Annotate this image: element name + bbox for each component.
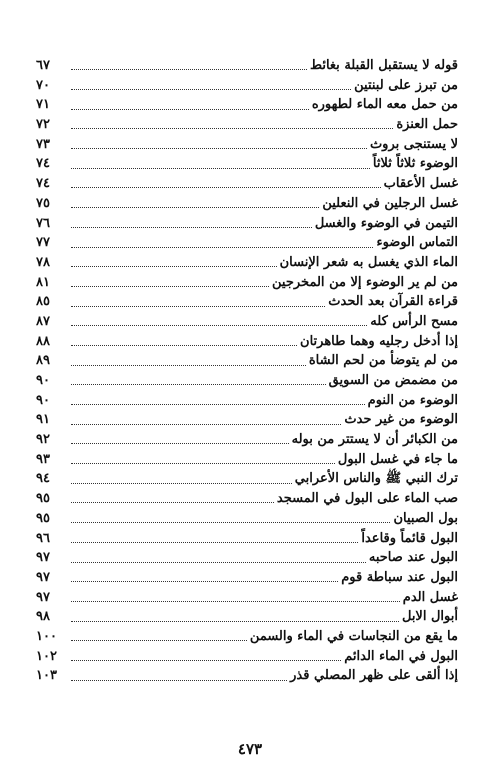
toc-entry [36, 627, 458, 647]
toc-entry [36, 548, 458, 568]
dot-leader [71, 621, 399, 622]
toc-entry [36, 607, 458, 627]
toc-entry [36, 312, 458, 332]
entry-page-number: ٧٢ [36, 117, 50, 133]
toc-entry [36, 154, 458, 174]
toc-entry [36, 273, 458, 293]
entry-page-number: ٩٦ [36, 530, 50, 546]
toc-entry [36, 391, 458, 411]
entry-page-number: ٧٤ [36, 156, 50, 172]
toc-entry [36, 351, 458, 371]
dot-leader [71, 227, 312, 228]
dot-leader [71, 384, 326, 385]
dot-leader [71, 562, 366, 563]
entry-page-number: ٩١ [36, 412, 50, 428]
entry-title: الماء الذي يغسل به شعر الإنسان [279, 254, 458, 270]
dot-leader [71, 483, 292, 484]
entry-page-number: ٦٧ [36, 58, 50, 73]
toc-entry [36, 410, 458, 430]
entry-page-number: ٩٣ [36, 451, 50, 467]
toc-entry [36, 214, 458, 234]
entry-page-number: ٧٧ [36, 235, 50, 251]
dot-leader [71, 148, 367, 149]
entry-page-number: ٩٨ [36, 609, 50, 625]
entry-page-number: ٩٧ [36, 550, 50, 566]
dot-leader [71, 581, 338, 582]
toc-entry [36, 253, 458, 273]
entry-page-number: ٩٥ [36, 510, 50, 526]
entry-title: من الكبائر أن لا يستتر من بوله [291, 432, 458, 448]
dot-leader [71, 680, 287, 681]
entry-title: من مضمض من السويق [328, 373, 458, 388]
toc-entry [36, 174, 458, 194]
entry-title: أبوال الابل [401, 609, 458, 625]
entry-title: الوضوء من النوم [367, 392, 458, 408]
toc-entry [36, 292, 458, 312]
entry-page-number: ٩٠ [36, 373, 50, 388]
entry-title: قراءة القرآن بعد الحدث [328, 294, 458, 310]
entry-page-number: ٩٧ [36, 589, 50, 605]
entry-title: غسل الأعقاب [383, 176, 458, 192]
entry-title: ترك النبي ﷺ والناس الأعرابي [294, 471, 458, 487]
entry-title: ما يقع من النجاسات في الماء والسمن [249, 628, 458, 644]
toc-entry [36, 568, 458, 588]
dot-leader [71, 463, 335, 464]
entry-title: إذا ألقى على ظهر المصلي قذر [290, 668, 458, 684]
toc-entry [36, 588, 458, 608]
entry-page-number: ١٠٢ [36, 648, 57, 664]
entry-page-number: ٩٥ [36, 491, 50, 507]
dot-leader [71, 128, 393, 129]
entry-title: إذا أدخل رجليه وهما طاهرتان [300, 333, 458, 349]
page-number: ٤٧٣ [237, 740, 263, 758]
entry-title: صب الماء على البول في المسجد [276, 491, 458, 507]
dot-leader [71, 306, 325, 307]
entry-page-number: ٧٣ [36, 136, 50, 152]
dot-leader [71, 542, 358, 543]
entry-page-number: ١٠٣ [36, 668, 57, 684]
toc-entry [36, 509, 458, 529]
dot-leader [71, 168, 370, 169]
entry-page-number: ٩٢ [36, 432, 50, 448]
entry-title: البول في الماء الدائم [344, 648, 458, 664]
entry-title: البول عند سباطة قوم [341, 569, 458, 585]
entry-title: بول الصبيان [393, 510, 458, 526]
dot-leader [71, 522, 390, 523]
entry-page-number: ٧٨ [36, 254, 50, 270]
toc-entry [36, 647, 458, 667]
entry-page-number: ٨٥ [36, 294, 50, 310]
toc-entry [36, 469, 458, 489]
entry-page-number: ٧٥ [36, 195, 50, 211]
toc-entry [36, 115, 458, 135]
entry-page-number: ٩٠ [36, 392, 50, 408]
entry-title: من تبرز على لبنتين [354, 77, 458, 93]
dot-leader [71, 266, 277, 267]
dot-leader [71, 365, 306, 366]
dot-leader [71, 187, 381, 188]
dot-leader [71, 69, 307, 70]
entry-page-number: ٧٠ [36, 77, 50, 93]
dot-leader [71, 443, 289, 444]
entry-page-number: ٨٧ [36, 313, 50, 329]
toc-entry [36, 332, 458, 352]
toc-entry [36, 666, 458, 686]
entry-title: من حمل معه الماء لطهوره [311, 97, 458, 113]
dot-leader [71, 286, 269, 287]
entry-title: غسل الرجلين في النعلين [322, 195, 458, 211]
dot-leader [71, 424, 341, 425]
dot-leader [71, 89, 351, 90]
entry-title: التماس الوضوء [376, 235, 458, 251]
dot-leader [71, 109, 309, 110]
entry-title: الوضوء ثلاثاً ثلاثاً [372, 156, 458, 172]
dot-leader [71, 404, 365, 405]
entry-title: من لم يتوضأ من لحم الشاة [308, 353, 458, 369]
entry-page-number: ٨١ [36, 274, 50, 290]
entry-title: قوله لا يستقبل القبلة بغائط [309, 58, 458, 73]
dot-leader [71, 345, 297, 346]
entry-page-number: ٧٤ [36, 176, 50, 192]
entry-page-number: ١٠٠ [36, 628, 57, 644]
entry-title: حمل العنزة [396, 117, 458, 133]
toc-entry [36, 56, 458, 76]
toc-entry [36, 233, 458, 253]
toc-entry [36, 76, 458, 96]
toc-entry [36, 371, 458, 391]
dot-leader [71, 325, 367, 326]
toc-entry [36, 95, 458, 115]
entry-title: الوضوء من غير حدث [344, 412, 458, 428]
entry-title: لا يستنجى بروث [369, 136, 458, 152]
entry-page-number: ٧١ [36, 97, 50, 113]
toc-entry [36, 194, 458, 214]
table-of-contents [36, 56, 458, 686]
dot-leader [71, 640, 247, 641]
dot-leader [71, 601, 400, 602]
dot-leader [71, 207, 319, 208]
entry-title: البول عند صاحبه [368, 550, 458, 566]
entry-page-number: ٧٦ [36, 215, 50, 231]
entry-title: من لم ير الوضوء إلا من المخرجين [272, 274, 458, 290]
toc-entry [36, 450, 458, 470]
toc-entry [36, 529, 458, 549]
entry-title: ما جاء في غسل البول [337, 451, 458, 467]
toc-entry [36, 489, 458, 509]
dot-leader [71, 502, 274, 503]
entry-title: غسل الدم [402, 589, 458, 605]
entry-page-number: ٨٨ [36, 333, 50, 349]
toc-entry [36, 430, 458, 450]
dot-leader [71, 660, 341, 661]
entry-title: التيمن في الوضوء والغسل [314, 215, 458, 231]
entry-page-number: ٨٩ [36, 353, 50, 369]
entry-title: مسح الرأس كله [370, 313, 458, 329]
entry-page-number: ٩٧ [36, 569, 50, 585]
dot-leader [71, 247, 373, 248]
entry-title: البول قائماً وقاعداً [361, 530, 458, 546]
toc-entry [36, 135, 458, 155]
entry-page-number: ٩٤ [36, 471, 50, 487]
